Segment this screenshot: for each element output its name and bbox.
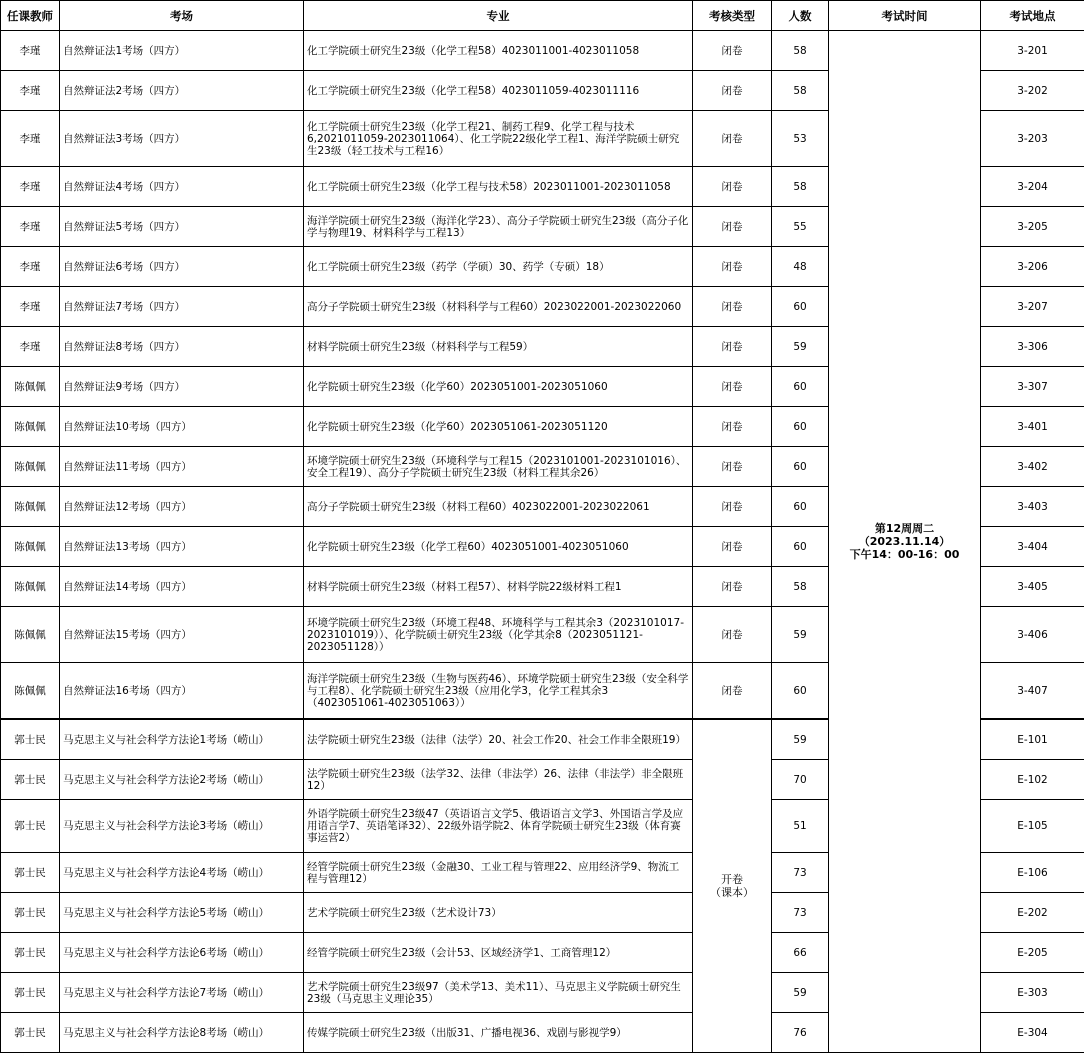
count-cell: 66 (772, 933, 829, 973)
room-cell: 自然辩证法3考场（四方） (60, 111, 304, 167)
room-cell: 马克思主义与社会科学方法论7考场（崂山） (60, 973, 304, 1013)
place-cell: E-303 (981, 973, 1084, 1013)
room-cell: 自然辩证法13考场（四方） (60, 527, 304, 567)
room-cell: 自然辩证法12考场（四方） (60, 487, 304, 527)
count-cell: 60 (772, 287, 829, 327)
room-cell: 马克思主义与社会科学方法论4考场（崂山） (60, 853, 304, 893)
teacher-cell: 郭士民 (1, 853, 60, 893)
room-cell: 马克思主义与社会科学方法论6考场（崂山） (60, 933, 304, 973)
exam-type-cell: 闭卷 (693, 111, 772, 167)
room-cell: 马克思主义与社会科学方法论5考场（崂山） (60, 893, 304, 933)
count-cell: 70 (772, 760, 829, 800)
major-cell: 化工学院硕士研究生23级（化学工程58）4023011059-4023011116 (304, 71, 693, 111)
place-cell: 3-206 (981, 247, 1084, 287)
teacher-cell: 郭士民 (1, 973, 60, 1013)
header-exam-time: 考试时间 (829, 1, 981, 31)
room-cell: 自然辩证法4考场（四方） (60, 167, 304, 207)
place-cell: 3-207 (981, 287, 1084, 327)
count-cell: 73 (772, 853, 829, 893)
count-cell: 59 (772, 607, 829, 663)
count-cell: 60 (772, 367, 829, 407)
room-cell: 自然辩证法11考场（四方） (60, 447, 304, 487)
teacher-cell: 李瑾 (1, 167, 60, 207)
exam-type-cell: 闭卷 (693, 407, 772, 447)
place-cell: 3-307 (981, 367, 1084, 407)
teacher-cell: 郭士民 (1, 719, 60, 760)
room-cell: 自然辩证法1考场（四方） (60, 31, 304, 71)
place-cell: 3-406 (981, 607, 1084, 663)
header-exam-type: 考核类型 (693, 1, 772, 31)
teacher-cell: 陈佩佩 (1, 447, 60, 487)
room-cell: 自然辩证法16考场（四方） (60, 663, 304, 720)
count-cell: 58 (772, 31, 829, 71)
exam-type-cell: 闭卷 (693, 327, 772, 367)
teacher-cell: 陈佩佩 (1, 367, 60, 407)
count-cell: 59 (772, 719, 829, 760)
major-cell: 化工学院硕士研究生23级（化学工程21、制药工程9、化学工程与技术6,2021011059-2023011064）、化工学院22级化学工程1、海洋学院硕士研究生23级（轻工技术与工程16） (304, 111, 693, 167)
count-cell: 51 (772, 800, 829, 853)
major-cell: 外语学院硕士研究生23级47（英语语言文学5、俄语语言文学3、外国语言学及应用语言学7、英语笔译32）、22级外语学院2、体育学院硕士研究生23级（体育赛事运营2） (304, 800, 693, 853)
teacher-cell: 陈佩佩 (1, 407, 60, 447)
exam-type-cell: 闭卷 (693, 567, 772, 607)
place-cell: E-304 (981, 1013, 1084, 1053)
count-cell: 48 (772, 247, 829, 287)
count-cell: 58 (772, 71, 829, 111)
place-cell: 3-404 (981, 527, 1084, 567)
count-cell: 76 (772, 1013, 829, 1053)
exam-type-cell: 闭卷 (693, 367, 772, 407)
place-cell: E-105 (981, 800, 1084, 853)
place-cell: 3-407 (981, 663, 1084, 720)
room-cell: 自然辩证法10考场（四方） (60, 407, 304, 447)
count-cell: 55 (772, 207, 829, 247)
exam-type-cell: 闭卷 (693, 71, 772, 111)
count-cell: 59 (772, 973, 829, 1013)
exam-time-cell: 第12周周二 （2023.11.14） 下午14：00-16：00 (829, 31, 981, 1053)
teacher-cell: 郭士民 (1, 893, 60, 933)
teacher-cell: 李瑾 (1, 71, 60, 111)
teacher-cell: 郭士民 (1, 933, 60, 973)
major-cell: 化工学院硕士研究生23级（化学工程与技术58）2023011001-2023011058 (304, 167, 693, 207)
place-cell: 3-203 (981, 111, 1084, 167)
teacher-cell: 陈佩佩 (1, 527, 60, 567)
major-cell: 化学院硕士研究生23级（化学60）2023051061-2023051120 (304, 407, 693, 447)
teacher-cell: 陈佩佩 (1, 663, 60, 720)
teacher-cell: 陈佩佩 (1, 607, 60, 663)
place-cell: 3-405 (981, 567, 1084, 607)
count-cell: 58 (772, 167, 829, 207)
header-row (1, 1, 1084, 31)
exam-type-cell: 闭卷 (693, 247, 772, 287)
place-cell: 3-402 (981, 447, 1084, 487)
teacher-cell: 郭士民 (1, 1013, 60, 1053)
teacher-cell: 李瑾 (1, 31, 60, 71)
major-cell: 法学院硕士研究生23级（法学32、法律（非法学）26、法律（非法学）非全限班12） (304, 760, 693, 800)
place-cell: 3-201 (981, 31, 1084, 71)
room-cell: 自然辩证法15考场（四方） (60, 607, 304, 663)
place-cell: E-102 (981, 760, 1084, 800)
room-cell: 自然辩证法9考场（四方） (60, 367, 304, 407)
exam-type-cell: 闭卷 (693, 527, 772, 567)
major-cell: 经管学院硕士研究生23级（会计53、区域经济学1、工商管理12） (304, 933, 693, 973)
major-cell: 海洋学院硕士研究生23级（生物与医药46）、环境学院硕士研究生23级（安全科学与工程8）、化学院硕士研究生23级（应用化学3，化学工程其余3（4023051061-4023051063）） (304, 663, 693, 720)
major-cell: 环境学院硕士研究生23级（环境科学与工程15（2023101001-2023101016）、安全工程19）、高分子学院硕士研究生23级（材料工程其余26） (304, 447, 693, 487)
room-cell: 自然辩证法8考场（四方） (60, 327, 304, 367)
header-room: 考场 (60, 1, 304, 31)
exam-type-cell: 闭卷 (693, 207, 772, 247)
major-cell: 环境学院硕士研究生23级（环境工程48、环境科学与工程其余3（2023101017-2023101019））、化学院硕士研究生23级（化学其余8（2023051121-2023051128）） (304, 607, 693, 663)
count-cell: 60 (772, 663, 829, 720)
major-cell: 高分子学院硕士研究生23级（材料工程60）4023022001-2023022061 (304, 487, 693, 527)
exam-type-cell: 闭卷 (693, 167, 772, 207)
count-cell: 60 (772, 447, 829, 487)
room-cell: 马克思主义与社会科学方法论1考场（崂山） (60, 719, 304, 760)
major-cell: 法学院硕士研究生23级（法律（法学）20、社会工作20、社会工作非全限班19） (304, 719, 693, 760)
table-row (1, 31, 1084, 71)
room-cell: 马克思主义与社会科学方法论8考场（崂山） (60, 1013, 304, 1053)
major-cell: 材料学院硕士研究生23级（材料科学与工程59） (304, 327, 693, 367)
major-cell: 艺术学院硕士研究生23级（艺术设计73） (304, 893, 693, 933)
exam-type-cell: 闭卷 (693, 447, 772, 487)
room-cell: 自然辩证法7考场（四方） (60, 287, 304, 327)
place-cell: 3-403 (981, 487, 1084, 527)
major-cell: 传媒学院硕士研究生23级（出版31、广播电视36、戏剧与影视学9） (304, 1013, 693, 1053)
major-cell: 海洋学院硕士研究生23级（海洋化学23）、高分子学院硕士研究生23级（高分子化学与物理19、材料科学与工程13） (304, 207, 693, 247)
room-cell: 自然辩证法2考场（四方） (60, 71, 304, 111)
teacher-cell: 陈佩佩 (1, 487, 60, 527)
major-cell: 经管学院硕士研究生23级（金融30、工业工程与管理22、应用经济学9、物流工程与管理12） (304, 853, 693, 893)
count-cell: 60 (772, 527, 829, 567)
exam-type-cell: 闭卷 (693, 663, 772, 720)
place-cell: 3-205 (981, 207, 1084, 247)
major-cell: 高分子学院硕士研究生23级（材料科学与工程60）2023022001-2023022060 (304, 287, 693, 327)
teacher-cell: 李瑾 (1, 111, 60, 167)
place-cell: 3-204 (981, 167, 1084, 207)
room-cell: 马克思主义与社会科学方法论2考场（崂山） (60, 760, 304, 800)
teacher-cell: 李瑾 (1, 247, 60, 287)
major-cell: 化学院硕士研究生23级（化学工程60）4023051001-4023051060 (304, 527, 693, 567)
header-teacher: 任课教师 (1, 1, 60, 31)
exam-type-merged-cell: 开卷 （课本） (693, 719, 772, 1053)
room-cell: 自然辩证法14考场（四方） (60, 567, 304, 607)
count-cell: 73 (772, 893, 829, 933)
teacher-cell: 郭士民 (1, 760, 60, 800)
header-place: 考试地点 (981, 1, 1084, 31)
teacher-cell: 李瑾 (1, 207, 60, 247)
header-major: 专业 (304, 1, 693, 31)
count-cell: 60 (772, 407, 829, 447)
place-cell: 3-401 (981, 407, 1084, 447)
teacher-cell: 陈佩佩 (1, 567, 60, 607)
major-cell: 艺术学院硕士研究生23级97（美术学13、美术11）、马克思主义学院硕士研究生23级（马克思主义理论35） (304, 973, 693, 1013)
room-cell: 自然辩证法5考场（四方） (60, 207, 304, 247)
count-cell: 60 (772, 487, 829, 527)
exam-type-cell: 闭卷 (693, 31, 772, 71)
header-count: 人数 (772, 1, 829, 31)
count-cell: 58 (772, 567, 829, 607)
place-cell: E-101 (981, 719, 1084, 760)
count-cell: 53 (772, 111, 829, 167)
major-cell: 材料学院硕士研究生23级（材料工程57）、材料学院22级材料工程1 (304, 567, 693, 607)
place-cell: E-106 (981, 853, 1084, 893)
teacher-cell: 李瑾 (1, 327, 60, 367)
major-cell: 化工学院硕士研究生23级（药学（学硕）30、药学（专硕）18） (304, 247, 693, 287)
exam-type-cell: 闭卷 (693, 607, 772, 663)
exam-type-cell: 闭卷 (693, 487, 772, 527)
place-cell: 3-306 (981, 327, 1084, 367)
place-cell: E-202 (981, 893, 1084, 933)
place-cell: E-205 (981, 933, 1084, 973)
room-cell: 马克思主义与社会科学方法论3考场（崂山） (60, 800, 304, 853)
major-cell: 化学院硕士研究生23级（化学60）2023051001-2023051060 (304, 367, 693, 407)
room-cell: 自然辩证法6考场（四方） (60, 247, 304, 287)
count-cell: 59 (772, 327, 829, 367)
exam-type-cell: 闭卷 (693, 287, 772, 327)
place-cell: 3-202 (981, 71, 1084, 111)
teacher-cell: 李瑾 (1, 287, 60, 327)
major-cell: 化工学院硕士研究生23级（化学工程58）4023011001-4023011058 (304, 31, 693, 71)
teacher-cell: 郭士民 (1, 800, 60, 853)
